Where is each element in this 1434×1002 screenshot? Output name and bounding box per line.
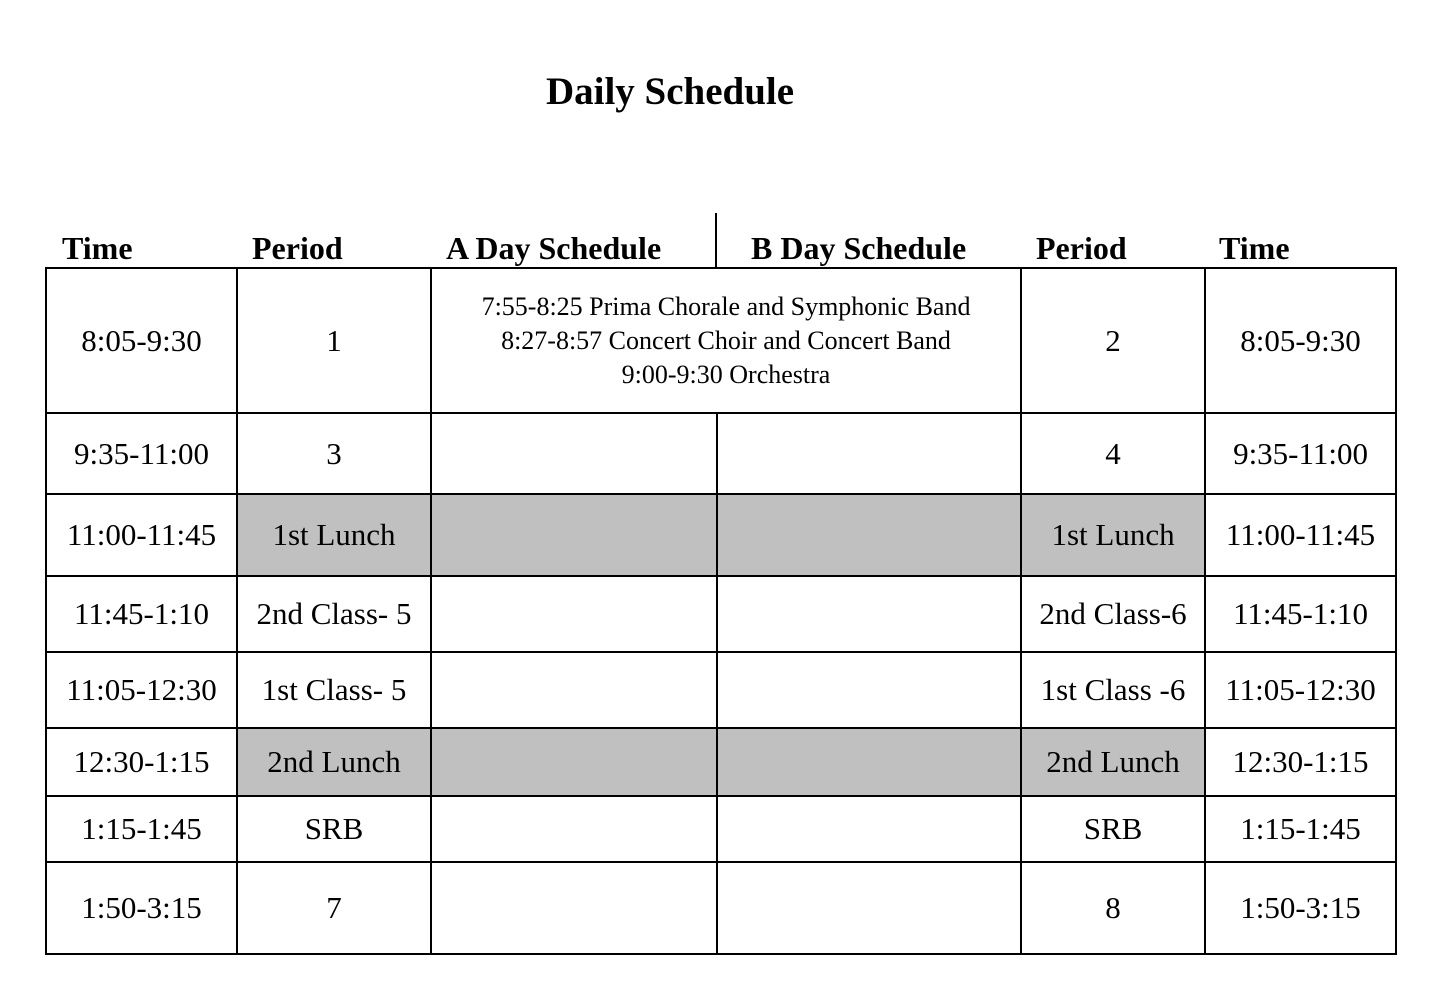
period-left-cell: 3 <box>237 413 431 494</box>
header-period-left: Period <box>252 230 343 266</box>
time-left-cell: 1:15-1:45 <box>46 796 237 862</box>
header-b-day-schedule: B Day Schedule <box>751 230 967 266</box>
header-period-right: Period <box>1036 230 1127 266</box>
schedule-table <box>45 267 1397 955</box>
b-day-cell <box>717 576 1021 652</box>
b-day-cell <box>717 862 1021 954</box>
a-day-cell <box>431 796 717 862</box>
time-left-cell: 11:05-12:30 <box>46 652 237 728</box>
period-right-cell: 2nd Class-6 <box>1021 576 1205 652</box>
time-left-cell: 9:35-11:00 <box>46 413 237 494</box>
time-right-cell: 11:45-1:10 <box>1205 576 1396 652</box>
time-right-cell: 11:05-12:30 <box>1205 652 1396 728</box>
period-left-cell: 7 <box>237 862 431 954</box>
period-left-cell: 1 <box>237 268 431 413</box>
table-row <box>46 576 1396 652</box>
b-day-cell <box>717 796 1021 862</box>
page-title: Daily Schedule <box>545 70 795 113</box>
table-row <box>46 728 1396 796</box>
ensemble-line: 7:55-8:25 Prima Chorale and Symphonic Band <box>481 291 971 321</box>
header-a-day-schedule: A Day Schedule <box>446 230 662 266</box>
a-day-cell <box>431 728 717 796</box>
table-row <box>46 268 1396 413</box>
ensemble-schedule-cell <box>431 268 1021 413</box>
header-time-right: Time <box>1219 230 1290 266</box>
b-day-cell <box>717 652 1021 728</box>
b-day-cell <box>717 494 1021 576</box>
period-left-cell: SRB <box>237 796 431 862</box>
time-right-cell: 11:00-11:45 <box>1205 494 1396 576</box>
ensemble-line: 9:00-9:30 Orchestra <box>621 359 831 389</box>
header-time-left: Time <box>62 230 133 266</box>
period-left-cell: 2nd Lunch <box>237 728 431 796</box>
table-row <box>46 494 1396 576</box>
a-day-cell <box>431 862 717 954</box>
ensemble-line: 8:27-8:57 Concert Choir and Concert Band <box>501 325 951 355</box>
a-day-cell <box>431 576 717 652</box>
time-left-cell: 11:00-11:45 <box>46 494 237 576</box>
a-day-cell <box>431 413 717 494</box>
a-day-cell <box>431 494 717 576</box>
table-row <box>46 796 1396 862</box>
time-right-cell: 1:50-3:15 <box>1205 862 1396 954</box>
time-right-cell: 9:35-11:00 <box>1205 413 1396 494</box>
table-row <box>46 652 1396 728</box>
time-left-cell: 1:50-3:15 <box>46 862 237 954</box>
period-right-cell: 1st Class -6 <box>1021 652 1205 728</box>
table-row <box>46 862 1396 954</box>
time-right-cell: 12:30-1:15 <box>1205 728 1396 796</box>
period-right-cell: SRB <box>1021 796 1205 862</box>
period-right-cell: 2nd Lunch <box>1021 728 1205 796</box>
b-day-cell <box>717 413 1021 494</box>
period-left-cell: 1st Lunch <box>237 494 431 576</box>
time-left-cell: 11:45-1:10 <box>46 576 237 652</box>
time-left-cell: 8:05-9:30 <box>46 268 237 413</box>
table-row <box>46 413 1396 494</box>
b-day-cell <box>717 728 1021 796</box>
period-left-cell: 2nd Class- 5 <box>237 576 431 652</box>
time-left-cell: 12:30-1:15 <box>46 728 237 796</box>
period-right-cell: 4 <box>1021 413 1205 494</box>
time-right-cell: 1:15-1:45 <box>1205 796 1396 862</box>
period-right-cell: 2 <box>1021 268 1205 413</box>
time-right-cell: 8:05-9:30 <box>1205 268 1396 413</box>
period-right-cell: 8 <box>1021 862 1205 954</box>
period-left-cell: 1st Class- 5 <box>237 652 431 728</box>
header-divider <box>715 213 717 269</box>
period-right-cell: 1st Lunch <box>1021 494 1205 576</box>
a-day-cell <box>431 652 717 728</box>
